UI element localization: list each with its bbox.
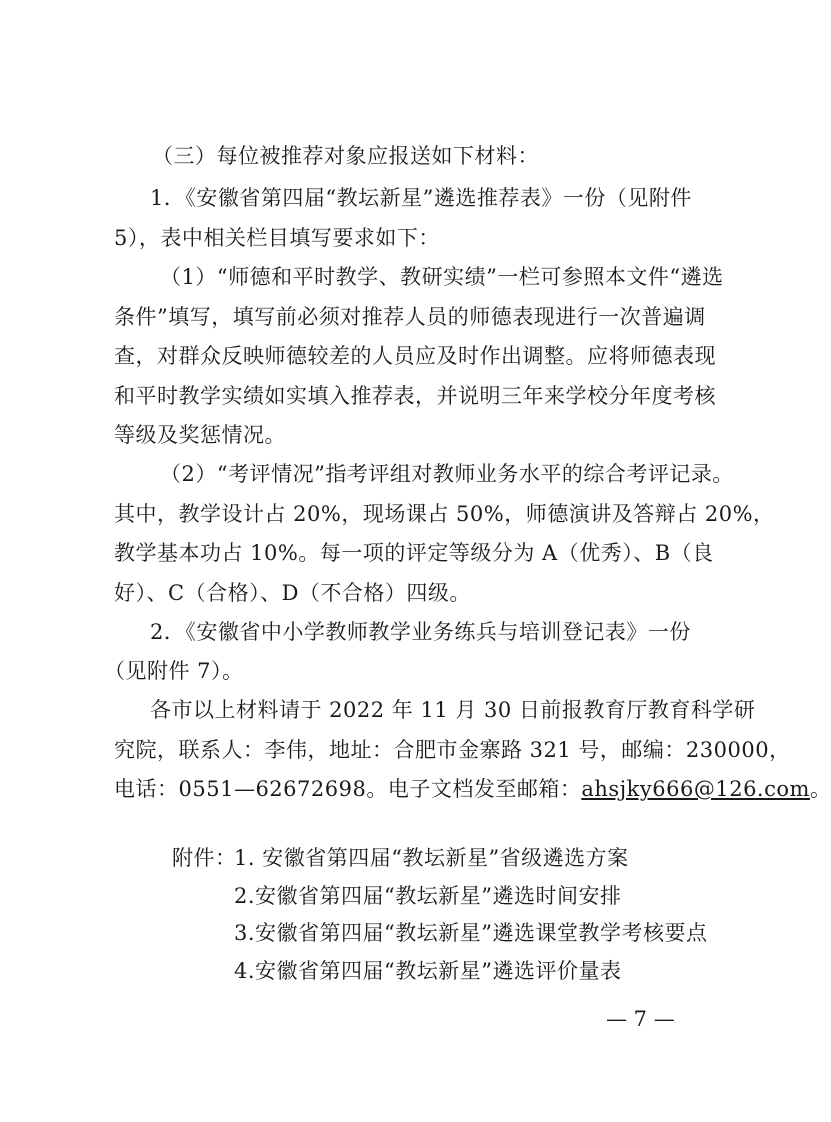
item2-line1: 2．《安徽省中小学教师教学业务练兵与培训登记表》一份 — [150, 620, 691, 644]
attachment-item-4: 4.安徽省第四届“教坛新星”遴选评价量表 — [234, 959, 622, 983]
sub1-line3: 查，对群众反映师德较差的人员应及时作出调整。应将师德表现 — [114, 344, 716, 368]
sub1-line5: 等级及奖惩情况。 — [114, 423, 286, 447]
contact-line2: 究院，联系人：李伟，地址：合肥市金寨路 321 号，邮编：230000， — [114, 738, 791, 762]
attachments-label: 附件： — [172, 846, 237, 870]
sub2-line2: 其中，教学设计占 20%，现场课占 50%，师德演讲及答辩占 20%， — [114, 502, 775, 526]
sub1-line1: （1）“师德和平时教学、教研实绩”一栏可参照本文件“遴选 — [160, 265, 724, 289]
sub2-line1: （2）“考评情况”指考评组对教师业务水平的综合考评记录。 — [160, 462, 734, 486]
sub1-line4: 和平时教学实绩如实填入推荐表，并说明三年来学校分年度考核 — [114, 384, 716, 408]
attachment-item-2: 2.安徽省第四届“教坛新星”遴选时间安排 — [234, 884, 622, 908]
contact-email-link[interactable]: ahsjky666@126.com — [581, 777, 810, 801]
item1-line1: 1．《安徽省第四届“教坛新星”遴选推荐表》一份（见附件 — [150, 186, 692, 210]
item2-line2: （见附件 7）。 — [104, 659, 244, 683]
sub1-line2: 条件”填写，填写前必须对推荐人员的师德表现进行一次普遍调 — [114, 305, 706, 329]
contact-phone-text: 电话：0551—62672698。电子文档发至邮箱： — [114, 777, 582, 801]
attachment-item-3: 3.安徽省第四届“教坛新星”遴选课堂教学考核要点 — [234, 921, 708, 945]
section-heading: （三）每位被推荐对象应报送如下材料： — [152, 144, 539, 168]
page-number: — 7 — — [606, 1007, 675, 1031]
item1-line2: 5），表中相关栏目填写要求如下： — [114, 226, 440, 250]
contact-line3 — [114, 774, 831, 804]
contact-line3-end: 。 — [809, 777, 831, 801]
sub2-line4: 好）、C（合格）、D（不合格）四级。 — [114, 581, 471, 605]
sub2-line3: 教学基本功占 10%。每一项的评定等级分为 A（优秀）、B（良 — [114, 541, 714, 565]
contact-line1: 各市以上材料请于 2022 年 11 月 30 日前报教育厅教育科学研 — [150, 698, 756, 722]
attachment-item-1: 1. 安徽省第四届“教坛新星”省级遴选方案 — [234, 846, 629, 870]
